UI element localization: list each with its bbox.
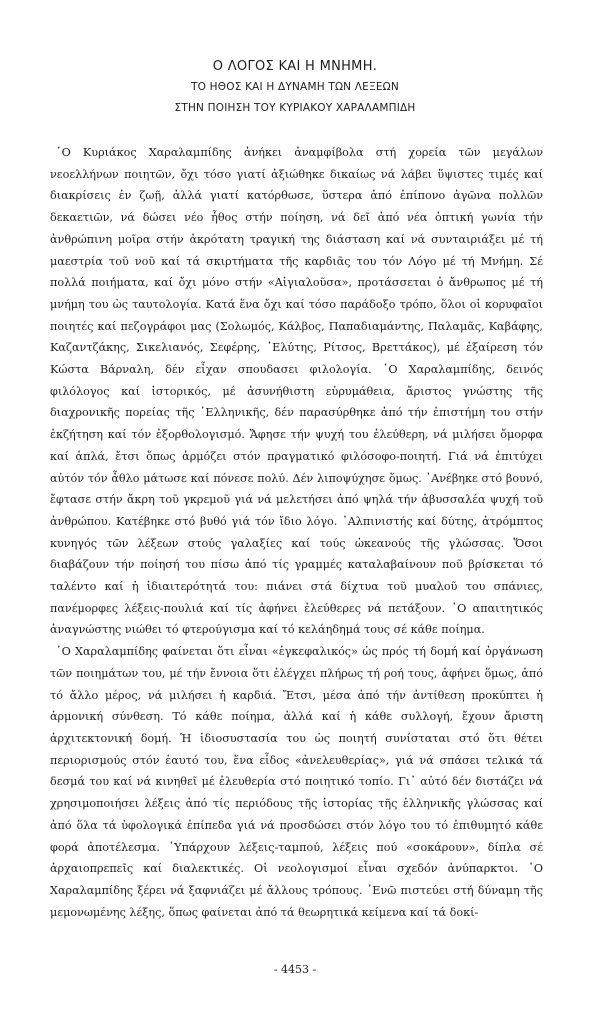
article-body [50,142,543,923]
paragraph-2: ῾Ο Χαραλαμπίδης φαίνεται ὅτι εἶναι «ἐγκεφαλικός» ὡς πρός τή δομή καί ὀργάνωση τῶν ποιημάτων του, μέ τήν ἔννοια ὅτι ἐλέγχει πλήρως τή ροή τους, ἀφήνει ὅμως, ἀπό τό ἄλλο μέρος, νά μιλήσει ἡ καρδιά. Ἔτσι, μέσα ἀπό τήν ἀντίθεση προκύπτει ἡ ἁρμονική σύνθεση. Τό κάθε ποίημα, ἀλλά καί ἡ κάθε συλλογή, ἔχουν ἄριστη ἀρχιτεκτονική δομή. Ἡ ἰδιοσυστασία του ὡς ποιητή συνίσταται στό ὅτι θέτει περιορισμούς στόν ἑαυτό του, ἕνα εἶδος «ἀνελευθερίας», γιά νά σπάσει τελικά τά δεσμά του καί νά κινηθεῖ μέ ἐλευθερία στό ποιητικό τοπίο. Γι᾽ αὐτό δέν διστάζει νά χρησιμοποιήσει λέξεις ἀπό τίς περιόδους τῆς ἱστορίας τῆς ἑλληνικῆς γλώσσας καί ἀπό ὅλα τά ὑφολογικά ἐπίπεδα γιά νά προσδώσει στόν λόγο του τό ἐπιθυμητό κάθε φορά ἀποτέλεσμα. ῾Υπάρχουν λέξεις-ταμπού, λέξεις πού «σοκάρουν», δίπλα σέ ἀρχαιοπρεπεῖς καί διαλεκτικές. Οἱ νεολογισμοί εἶναι σχεδόν ἀνύπαρκτοι. ῾Ο Χαραλαμπίδης ξέρει νά ξαφνιάζει μέ ἄλλους τρόπους. ᾿Ενῶ πιστεύει στή δύναμη τῆς μεμονωμένης λέξης, ὅπως φαίνεται ἀπό τά θεωρητικά κείμενα καί τά δοκί- [50,645,543,919]
article-subtitle-line-1: ΤΟ ΗΘΟΣ ΚΑΙ Η ΔΥΝΑΜΗ ΤΩΝ ΛΕΞΕΩΝ [191,81,399,93]
article-subtitle-line-2: ΣΤΗΝ ΠΟΙΗΣΗ ΤΟΥ ΚΥΡΙΑΚΟΥ ΧΑΡΑΛΑΜΠΙΔΗ [174,102,416,114]
article-title: Ο ΛΟΓΟΣ ΚΑΙ Η ΜΝΗΜΗ. [212,59,378,74]
article-header [40,58,550,118]
paragraph-1: ῾Ο Κυριάκος Χαραλαμπίδης ἀνήκει ἀναμφίβολα στή χορεία τῶν μεγάλων νεοελλήνων ποιητῶν, ὄχι τόσο γιατί ἀξιώθηκε δικαίως νά λάβει ὕψιστες τιμές καί διακρίσεις ἐν ζωῇ, ἀλλά γιατί κατόρθωσε, ὕστερα ἀπό ἐπίπονο ἀγῶνα πολλῶν δεκαετιῶν, νά δώσει νέο ἦθος στήν ποίηση, νά δεῖ ἀπό νέα ὀπτική γωνία τήν ἀνθρώπινη μοῖρα στήν ἀκρότατη τραγική της διάσταση καί νά συνταιριάξει μέ τή μαεστρία τοῦ νοῦ καί τά σκιρτήματα τῆς καρδιᾶς του τόν Λόγο μέ τή Μνήμη. Σέ πολλά ποιήματα, καί ὄχι μόνο στήν «Αἰγιαλοῦσα», προτάσσεται ὁ ἄνθρωπος μέ τή μνήμη του ὡς ταυτολογία. Κατά ἕνα ὄχι καί τόσο παράδοξο τρόπο, ὅλοι οἱ κορυφαῖοι ποιητές καί πεζογράφοι μας (Σολωμός, Κάλβος, Παπαδιαμάντης, Παλαμᾶς, Καβάφης, Καζαντζάκης, Σικελιανός, Σεφέρης, ᾿Ελύτης, Ρίτσος, Βρεττάκος), μέ ἐξαίρεση τόν Κώστα Βάρναλη, δέν εἶχαν σπουδασει φιλολογία. ῾Ο Χαραλαμπίδης, δεινός φιλόλογος καί ἱστορικός, μέ ἀσυνήθιστη εὐρυμάθεια, ἄριστος γνώστης τῆς διαχρονικῆς πορείας τῆς ᾿Ελληνικῆς, δέν παρασύρθηκε ἀπό τήν ἐπιστήμη του στήν ἐκζήτηση καί τόν ἐξορθολογισμό. Ἄφησε τήν ψυχή του ἐλεύθερη, νά μιλήσει ὄμορφα καί ἁπλά, ἔτσι ὅπως ἁρμόζει στόν πραγματικό φιλόσοφο-ποιητή. Γιά νά ἐπιτύχει αὐτόν τόν ἆθλο μάτωσε καί πόνεσε πολύ. Δέν λιποψύχησε ὅμως. ᾿Ανέβηκε στό βουνό, ἔφτασε στήν ἄκρη τοῦ γκρεμοῦ γιά νά μελετήσει ἀπό ψηλά τήν ἀβυσσαλέα ψυχή τοῦ ἀνθρώπου. Κατέβηκε στό βυθό γιά τόν ἴδιο λόγο. ᾿Αλπινιστής καί δύτης, ἀτρόμπτος κυνηγός τῶν λέξεων στούς γαλαξίες καί τούς ὠκεανούς τῆς γλώσσας. Ὅσοι διαβάζουν τήν ποίησή του πίσω ἀπό τίς γραμμές καταλαβαίνουν ποῦ βρίσκεται τό ταλέντο καί ἡ ἰδιαιτερότητά του: πιάνει στά δίχτυα τοῦ μυαλοῦ του σπάνιες, πανέμορφες λέξεις-πουλιά καί τίς ἀφήνει ἐλεύθερες νά πετάξουν. ῾Ο απαιτητικός ἀναγνώστης νιώθει τό φτερούγισμα καί τό κελάηδημά τους σέ κάθε ποίημα. [50,146,543,637]
page-number: - 4453 - [273,963,317,976]
